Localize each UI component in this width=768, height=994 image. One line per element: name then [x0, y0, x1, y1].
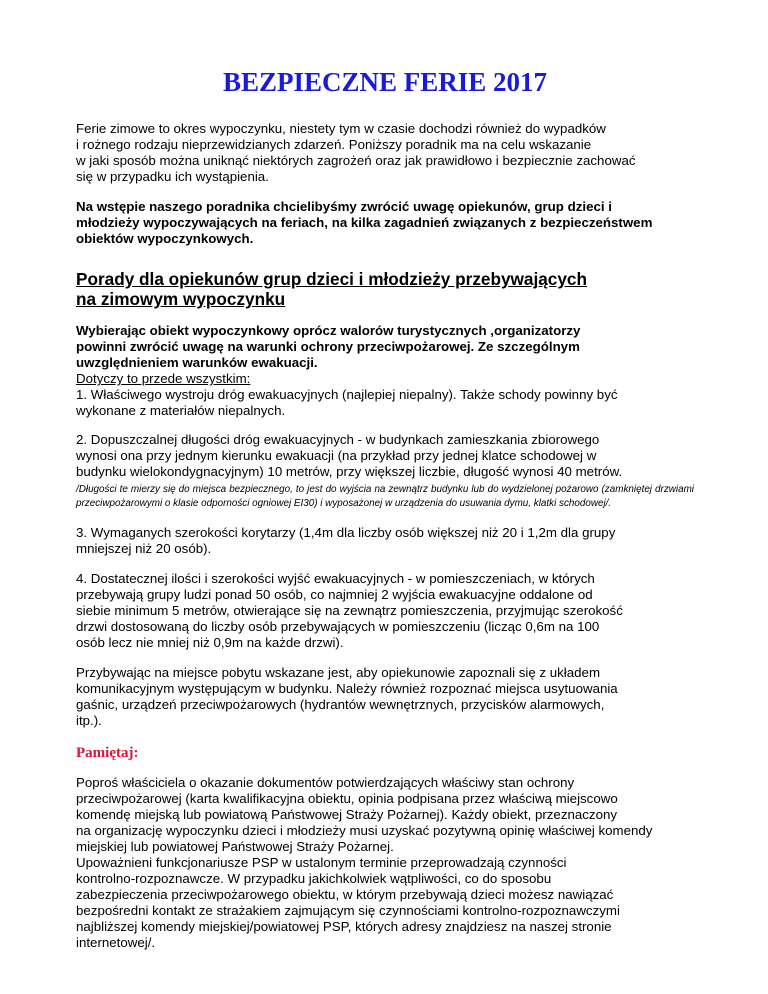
arrival-line: itp.).: [76, 713, 102, 728]
remember-line: bezpośredni kontakt ze strażakiem zajmującym się czynnościami kontrolno-rozpoznawczymi: [76, 903, 620, 918]
lead-line: młodzieży wypoczywających na feriach, na kilka zagadnień związanych z bezpieczeństwem: [76, 215, 653, 230]
page-title: BEZPIECZNE FERIE 2017: [222, 67, 548, 97]
point-2-line: wynosi ona przy jednym kierunku ewakuacji (na przykład przy jednej klatce schodowej w: [76, 448, 597, 463]
point-1-line: wykonane z materiałów niepalnych.: [76, 403, 286, 418]
remember-line: najbliższej komendy miejskiej/powiatowej PSP, których adresy znajdziesz na naszej stronie: [76, 919, 612, 934]
intro-line: się w przypadku ich wystąpienia.: [76, 169, 269, 184]
lead-line: Na wstępie naszego poradnika chcielibyśmy zwrócić uwagę opiekunów, grup dzieci i: [76, 199, 612, 214]
intro-line: Ferie zimowe to okres wypoczynku, niestety tym w czasie dochodzi również do wypadków: [76, 121, 606, 136]
point-3-paragraph: [76, 525, 694, 557]
remember-line: zabezpieczenia przeciwpożarowego obiektu, w którym przebywają dzieci możesz nawiązać: [76, 887, 614, 902]
remember-paragraph: [76, 775, 694, 951]
remember-line: kontrolno-rozpoznawcze. W przypadku jakichkolwiek wątpliwości, co do sposobu: [76, 871, 552, 886]
point-4-line: przebywają grupy ludzi ponad 50 osób, co najmniej 2 wyjścia ewakuacyjne oddalone od: [76, 587, 593, 602]
point-3-line: 3. Wymaganych szerokości korytarzy (1,4m dla liczby osób większej niż 20 i 1,2m dla grupy: [76, 525, 616, 540]
section-heading: [76, 269, 694, 309]
document-body: [76, 66, 694, 951]
point-4-line: 4. Dostatecznej ilości i szerokości wyjść ewakuacyjnych - w pomieszczeniach, w których: [76, 571, 595, 586]
section-heading-line: Porady dla opiekunów grup dzieci i młodzieży przebywających: [76, 269, 587, 289]
arrival-line: Przybywając na miejsce pobytu wskazane jest, aby opiekunowie zapoznali się z układem: [76, 665, 601, 680]
section-heading-line: na zimowym wypoczynku: [76, 289, 286, 309]
remember-line: internetowej/.: [76, 935, 156, 950]
arrival-line: komunikacyjnym występującym w budynku. Należy również rozpoznać miejsca usytuowania: [76, 681, 618, 696]
remember-line: Upoważnieni funkcjonariusze PSP w ustalonym terminie przeprowadzają czynności: [76, 855, 567, 870]
remember-line: miejskiej lub powiatowej Państwowej Straży Pożarnej.: [76, 839, 394, 854]
point-2-line: budynku wielokondygnacyjnym) 10 metrów, przy większej liczbie, długość wynosi 40 metrów.: [76, 464, 623, 479]
point-4-line: drzwi dostosowaną do liczby osób przebywających w pomieszczeniu (licząc 0,6m na 100: [76, 619, 600, 634]
selection-line: powinni zwrócić uwagę na warunki ochrony przeciwpożarowej. Ze szczególnym: [76, 339, 580, 354]
intro-line: w jaki sposób można uniknąć niektórych zagrożeń oraz jak prawidłowo i bezpiecznie zachować: [76, 153, 636, 168]
point-2-line: 2. Dopuszczalnej długości dróg ewakuacyjnych - w budynkach zamieszkania zbiorowego: [76, 432, 600, 447]
selection-line: uwzględnieniem warunków ewakuacji.: [76, 355, 318, 370]
lead-paragraph: [76, 199, 694, 247]
remember-line: Poproś właściciela o okazanie dokumentów potwierdzających właściwy stan ochrony: [76, 775, 575, 790]
selection-paragraph: [76, 323, 694, 419]
point-4-line: siebie minimum 5 metrów, otwierające się na zewnątrz pomieszczenia, przyjmując szerokość: [76, 603, 623, 618]
intro-line: i rożnego rodzaju nieprzewidzianych zdarzeń. Poniższy poradnik ma na celu wskazanie: [76, 137, 592, 152]
concerns-label: Dotyczy to przede wszystkim:: [76, 371, 251, 386]
intro-paragraph: [76, 121, 694, 185]
point-4-line: osób lecz nie mniej niż 0,9m na każde drzwi).: [76, 635, 344, 650]
selection-line: Wybierając obiekt wypoczynkowy oprócz walorów turystycznych ,organizatorzy: [76, 323, 581, 338]
point-1-line: 1. Właściwego wystroju dróg ewakuacyjnych (najlepiej niepalny). Także schody powinny być: [76, 387, 618, 402]
remember-line: przeciwpożarowej (karta kwalifikacyjna obiektu, opinia podpisana przez właściwą miejscowo: [76, 791, 618, 806]
remember-heading: Pamiętaj:: [76, 745, 139, 761]
arrival-paragraph: [76, 665, 694, 729]
remember-line: komendę miejską lub powiatową Państwowej Straży Pożarnej). Każdy obiekt, przeznaczony: [76, 807, 618, 822]
remember-line: na organizację wypoczynku dzieci i młodzieży musi uzyskać pozytywną opinię właściwej komendy: [76, 823, 653, 838]
point-3-line: mniejszej niż 20 osób).: [76, 541, 212, 556]
distance-note: /Długości te mierzy się do miejsca bezpiecznego, to jest do wyjścia na zewnątrz budynku lub do wydzielonej pożarowo (zamkniętej drzwiami przeciwpożarowymi o klasie odporności ogniowej EI30) i wyposażonej w urządzenia do usuwania dymu, klatki schodowej/.: [76, 484, 694, 509]
arrival-line: gaśnic, urządzeń przeciwpożarowych (hydrantów wewnętrznych, przycisków alarmowych,: [76, 697, 605, 712]
point-2-paragraph: [76, 432, 694, 480]
point-4-paragraph: [76, 571, 694, 651]
lead-line: obiektów wypoczynkowych.: [76, 231, 254, 246]
